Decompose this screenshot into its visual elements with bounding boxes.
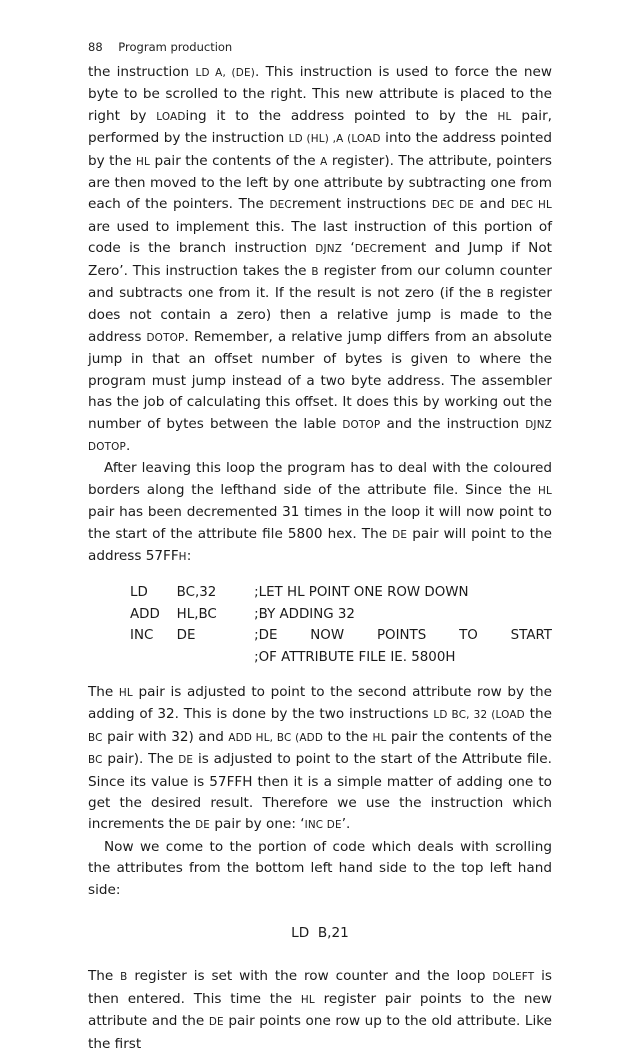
text-run: register from our column counter and subtracts one from it. If the result is not zero (if the <box>88 262 552 302</box>
code-comment: ;DE NOW POINTS TO START <box>254 628 552 644</box>
paragraph-group-2 <box>88 682 552 901</box>
text-run: After leaving this loop the program has to deal with the coloured borders along the lefthand side of the attribute file. Since the <box>88 460 552 498</box>
code-block <box>130 582 552 668</box>
small-caps-term: DEC DE <box>431 199 475 212</box>
text-run: . Remember, a relative jump differs from an absolute jump in that an offset number of bytes is given to where the program must jump instead of a two byte address. The assembler has the job of calculating this offset. It does this by working out the number of bytes between the lable <box>88 328 552 432</box>
text-run: rement and Jump if Not Zero’. This instruction takes the <box>88 240 552 279</box>
paragraph <box>88 966 552 1055</box>
small-caps-term: DOTOP <box>342 418 381 431</box>
text-run: register). The attribute, pointers are then moved to the left by one attribute by subtracting one from each of the pointers. The <box>88 152 553 213</box>
text-run: ‘ <box>342 240 355 257</box>
text-run: and <box>474 196 511 213</box>
code-operands: HL,BC <box>176 606 217 622</box>
paragraph <box>88 682 552 837</box>
code-opcode: LD <box>130 585 148 601</box>
text-run: ing it to the address pointed to by the <box>185 107 498 124</box>
text-run: pair, performed by the instruction <box>88 107 552 147</box>
small-caps-term: H <box>178 550 187 563</box>
text-run: is adjusted to point to the start of the Attribute file. Since its value is 57FFH then it is a simple matter of adding one to get the desired result. Therefore we use the instruction which increments the <box>88 751 552 833</box>
text-run: to the <box>323 728 373 745</box>
small-caps-term: DOTOP <box>146 331 185 344</box>
small-caps-term: HL <box>118 686 133 699</box>
small-caps-term: DE <box>195 819 211 832</box>
paragraph <box>88 458 552 568</box>
text-run: . <box>125 437 131 454</box>
text-run: register does not contain a zero) then a relative jump is made to the address <box>88 285 552 345</box>
text-run: pair the contents of the <box>149 152 321 169</box>
small-caps-term: B <box>486 288 495 301</box>
code-line <box>130 625 552 646</box>
small-caps-term: BC <box>88 754 103 767</box>
text-run: are used to implement this. The last instruction of this portion of code is the branch instruction <box>88 218 552 257</box>
small-caps-term: DOLEFT <box>492 971 535 984</box>
text-run: rement instructions <box>291 196 432 213</box>
small-caps-term: BC <box>88 731 103 744</box>
text-run: . This instruction is used to force the new byte to be scrolled to the right. This new attribute is placed to the right by <box>88 64 552 124</box>
code-comment: ;BY ADDING 32 <box>254 606 355 622</box>
text-run: pair by one: ‘ <box>210 816 305 833</box>
code-comment: ;LET HL POINT ONE ROW DOWN <box>254 585 469 601</box>
paragraph-group-1 <box>88 62 552 568</box>
small-caps-term: DEC <box>354 243 378 256</box>
text-run: pair has been decremented 31 times in the loop it will now point to the start of the attribute file 5800 hex. The <box>88 504 552 542</box>
text-run: : <box>186 547 192 564</box>
small-caps-term: B <box>120 971 128 984</box>
code-line <box>130 647 552 668</box>
text-run: register pair points to the new attribute and the <box>88 990 552 1030</box>
small-caps-term: DEC HL <box>510 199 553 212</box>
small-caps-term: INC DE <box>304 819 342 832</box>
page-body <box>88 62 552 1055</box>
small-caps-term: ADD HL, BC (ADD <box>228 731 324 744</box>
code-line <box>130 604 552 625</box>
text-run: The <box>88 968 121 985</box>
page-number: 88 <box>88 40 103 54</box>
text-run: ’. <box>341 816 351 833</box>
paragraph <box>88 62 552 458</box>
text-run: pair). The <box>102 751 179 768</box>
small-caps-term: DE <box>208 1016 224 1029</box>
small-caps-term: DEC <box>269 199 292 212</box>
text-run: is then entered. This time the <box>88 968 552 1007</box>
text-run: pair is adjusted to point to the second attribute row by the adding of 32. This is done by the two instructions <box>88 683 552 723</box>
text-run: pair will point to the address 57FF <box>88 525 552 564</box>
small-caps-term: LD (HL) ,A (LOAD <box>288 133 381 146</box>
text-run: pair points one row up to the old attribute. Like the first <box>88 1013 553 1052</box>
small-caps-term: HL <box>497 110 512 123</box>
text-run: pair the contents of the <box>386 728 552 745</box>
code-operands <box>177 647 254 668</box>
running-title: Program production <box>118 40 233 54</box>
small-caps-term: B <box>311 265 319 278</box>
small-caps-term: DJNZ DOTOP <box>88 418 552 453</box>
text-run: into the address pointed by the <box>88 130 552 169</box>
page-header <box>88 40 232 54</box>
code-operands: BC,32 <box>176 585 217 601</box>
text-run: Now we come to the portion of code which deals with scrolling the attributes from the bottom left hand side to the top left hand side: <box>88 838 552 898</box>
small-caps-term: HL <box>135 155 150 168</box>
small-caps-term: HL <box>372 731 387 744</box>
small-caps-term: HL <box>300 993 315 1006</box>
centered-code-line: LD B,21 <box>291 925 349 942</box>
text-run: the <box>524 706 552 723</box>
code-line <box>130 582 552 603</box>
text-run: pair with 32) and <box>102 728 229 745</box>
paragraph <box>88 837 552 901</box>
code-opcode <box>130 647 177 668</box>
small-caps-term: LD BC, 32 (LOAD <box>433 709 525 722</box>
text-run: and the instruction <box>380 415 526 432</box>
code-operands: DE <box>176 628 196 644</box>
small-caps-term: DE <box>178 754 194 767</box>
paragraph-group-3 <box>88 966 552 1055</box>
small-caps-term: DE <box>392 528 408 541</box>
small-caps-term: LD A, (DE) <box>195 67 255 79</box>
text-run: the instruction <box>88 64 196 80</box>
small-caps-term: DJNZ <box>315 243 343 256</box>
code-opcode: INC <box>130 628 154 644</box>
small-caps-term: LOAD <box>156 110 186 123</box>
text-run: The <box>88 683 119 700</box>
text-run: register is set with the row counter and the loop <box>127 968 493 985</box>
code-comment: ;OF ATTRIBUTE FILE IE. 5800H <box>254 649 456 665</box>
code-opcode: ADD <box>130 606 160 622</box>
small-caps-term: HL <box>537 484 552 497</box>
small-caps-term: A <box>320 155 328 168</box>
